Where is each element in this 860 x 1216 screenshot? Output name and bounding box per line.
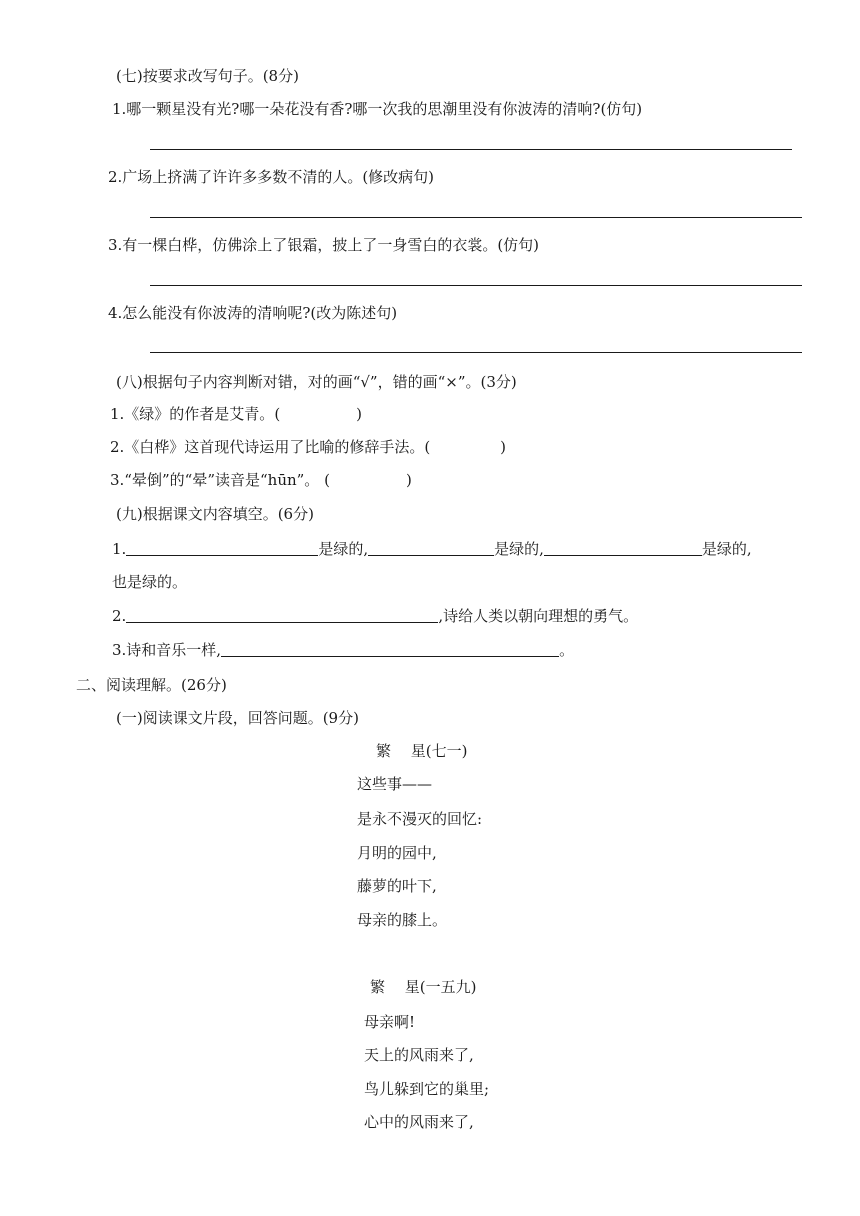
poem1-line-3: 月明的园中, [357, 844, 437, 862]
section9-item-2 [112, 606, 638, 626]
poem1-line-1: 这些事—— [357, 775, 433, 793]
section8-item-1-text: 1.《绿》的作者是艾青。( [110, 405, 281, 423]
section8-item-2-close: ) [500, 438, 507, 456]
fill-blank-9-3[interactable] [221, 640, 559, 657]
section9-item-2-num: 2. [112, 607, 127, 625]
section9-heading: (九)根据课文内容填空。(6分) [116, 505, 314, 523]
section9-item-2-tail: ,诗给人类以朝向理想的勇气。 [438, 607, 639, 625]
section9-item-1-continued: 也是绿的。 [112, 573, 188, 591]
poem2-line-2: 天上的风雨来了, [364, 1046, 474, 1064]
section7-item-2: 2.广场上挤满了许许多多数不清的人。(修改病句) [108, 168, 435, 186]
section7-heading: (七)按要求改写句子。(8分) [116, 67, 299, 85]
section8-item-2-text: 2.《白桦》这首现代诗运用了比喻的修辞手法。( [110, 438, 431, 456]
section9-item-1-num: 1. [112, 540, 127, 558]
section9-item-1 [112, 539, 752, 559]
poem2-title: 繁 星(一五九) [370, 978, 477, 996]
section7-item-3: 3.有一棵白桦，仿佛涂上了银霜，披上了一身雪白的衣裳。(仿句) [108, 236, 540, 254]
answer-line-7-3[interactable] [150, 285, 802, 286]
section7-item-1: 1.哪一颗星没有光?哪一朵花没有香?哪一次我的思潮里没有你波涛的清响?(仿句) [112, 100, 643, 118]
poem2-line-3: 鸟儿躲到它的巢里; [364, 1080, 490, 1098]
fill-blank-9-1a[interactable] [126, 539, 318, 556]
poem1-line-4: 藤萝的叶下, [357, 877, 437, 895]
poem2-line-4: 心中的风雨来了, [364, 1113, 474, 1131]
part2-sub1-heading: (一)阅读课文片段，回答问题。(9分) [116, 709, 359, 727]
section9-item-3 [112, 640, 574, 660]
section9-item-3-tail: 。 [559, 641, 575, 659]
answer-line-7-4[interactable] [150, 352, 802, 353]
part2-heading: 二、阅读理解。(26分) [76, 676, 227, 694]
section8-item-3 [110, 470, 412, 490]
poem1-line-5: 母亲的膝上。 [357, 911, 448, 929]
poem1-title: 繁 星(七一) [376, 742, 468, 760]
section8-item-2 [110, 437, 506, 457]
section9-item-1-part-c: 是绿的, [701, 540, 752, 558]
section8-heading: (八)根据句子内容判断对错，对的画“√”，错的画“×”。(3分) [116, 373, 517, 391]
section8-item-1-close: ) [356, 405, 363, 423]
section9-item-3-head: 3.诗和音乐一样, [112, 641, 222, 659]
fill-blank-9-1b[interactable] [368, 539, 494, 556]
section8-item-3-text: 3.“晕倒”的“晕”读音是“hūn”。 ( [110, 471, 330, 489]
fill-blank-9-1c[interactable] [544, 539, 702, 556]
fill-blank-9-2[interactable] [126, 606, 438, 623]
section7-item-4: 4.怎么能没有你波涛的清响呢?(改为陈述句) [108, 304, 398, 322]
answer-line-7-2[interactable] [150, 217, 802, 218]
poem1-line-2: 是永不漫灭的回忆: [357, 810, 483, 828]
answer-line-7-1[interactable] [150, 149, 792, 150]
poem2-line-1: 母亲啊! [364, 1013, 416, 1031]
section9-item-1-part-b: 是绿的, [494, 540, 544, 558]
section9-item-1-part-a: 是绿的, [318, 540, 369, 558]
section8-item-1 [110, 404, 362, 424]
section8-item-3-close: ) [405, 471, 412, 489]
